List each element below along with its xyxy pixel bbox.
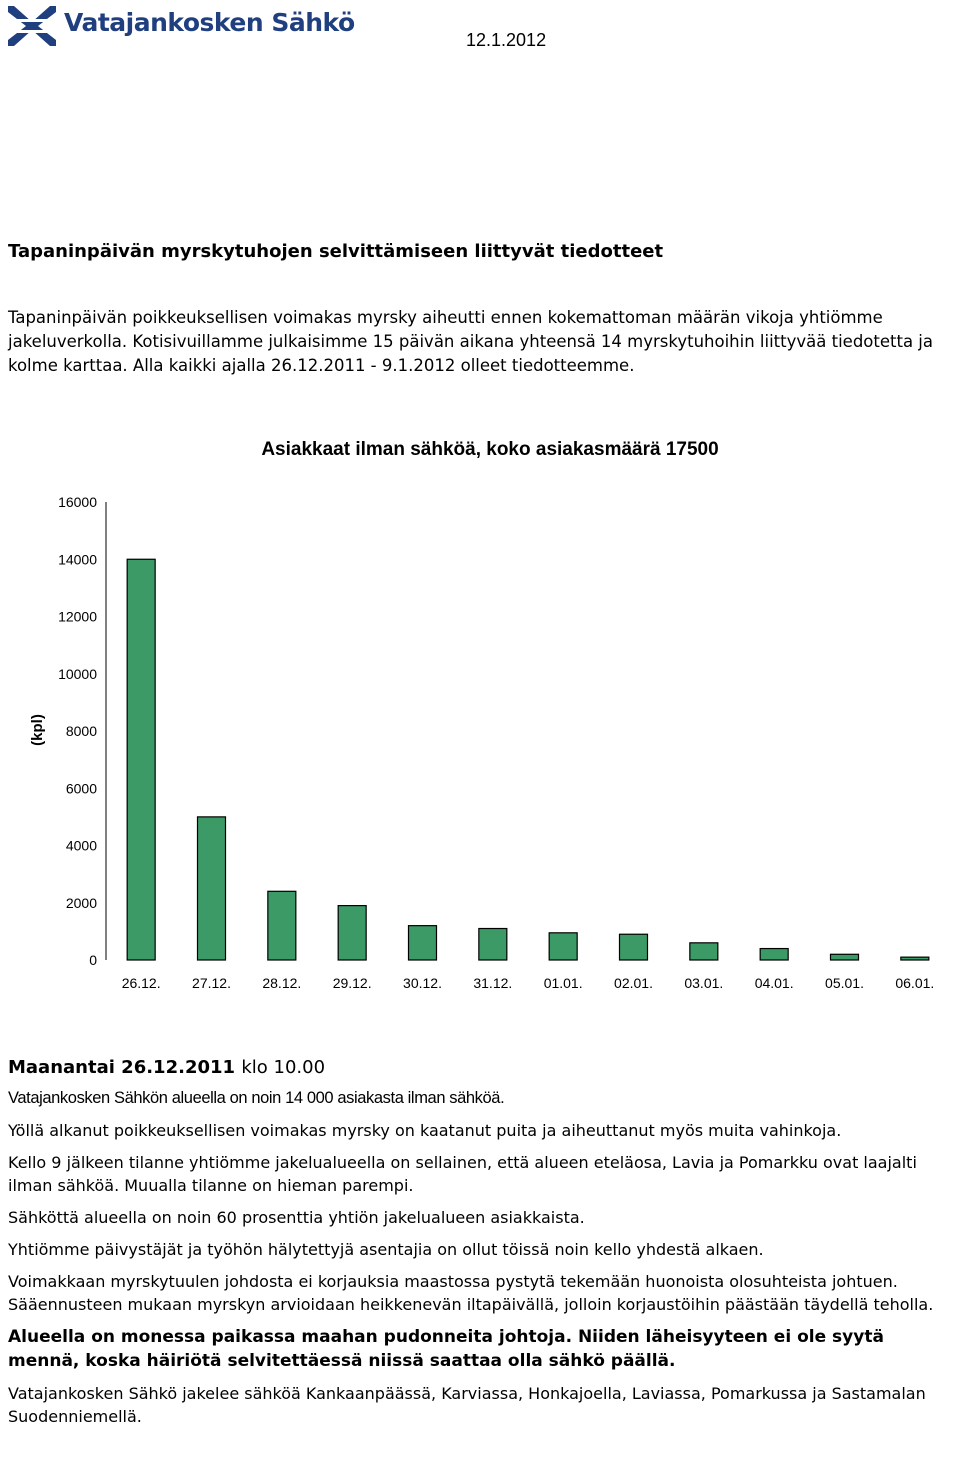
intro-text: Tapaninpäivän poikkeuksellisen voimakas myrsky aiheutti ennen kokemattoman määrän vikoja yhtiömme jakeluverkolla. Kotisivuillamme julkaisimme 15 päivän aikana yhteensä 14 myrskytuhoihin liittyvää tiedotetta ja kolme karttaa. Alla kaikki ajalla 26.12.2011 - 9.1.2012 olleet tiedotteemme.	[8, 308, 933, 375]
y-axis-label: (kpl)	[29, 714, 46, 746]
y-tick-label: 0	[89, 952, 97, 968]
page-title: Tapaninpäivän myrskytuhojen selvittämiseen liittyvät tiedotteet	[8, 241, 664, 262]
bulletin	[8, 1056, 953, 1437]
x-tick-label: 06.01.	[895, 975, 935, 991]
bar	[268, 891, 296, 960]
outage-bar-chart	[0, 420, 960, 1010]
bar	[338, 906, 366, 960]
bulletin-footer: Vatajankosken Sähkö jakelee sähköä Kankaanpäässä, Karviassa, Honkajoella, Laviassa, Pomarkussa ja Sastamalan Suodenniemellä.	[8, 1384, 926, 1426]
y-tick-label: 2000	[65, 894, 97, 911]
x-tick-label: 30.12.	[403, 975, 442, 991]
y-tick-label: 10000	[58, 665, 97, 682]
y-tick-label: 14000	[58, 551, 97, 568]
bar	[409, 926, 437, 960]
bulletin-paragraph: Yhtiömme päivystäjät ja työhön hälytettyjä asentajia on ollut töissä noin kello yhdestä alkaen.	[8, 1240, 764, 1259]
x-tick-label: 28.12.	[262, 975, 302, 991]
bulletin-paragraph: Yöllä alkanut poikkeuksellisen voimakas myrsky on kaatanut puita ja aiheuttanut myös muita vahinkoja.	[8, 1121, 842, 1140]
x-tick-label: 04.01.	[754, 975, 794, 991]
bulletin-paragraph: Voimakkaan myrskytuulen johdosta ei korjauksia maastossa pystytä tekemään huonoista olosuhteista johtuen. Sääennusteen mukaan myrskyn arvioidaan heikkenevän iltapäivällä, jolloin korjaustöihin päästään täydellä teholla.	[8, 1272, 934, 1314]
bulletin-paragraph: Kello 9 jälkeen tilanne yhtiömme jakelualueella on sellainen, että alueen eteläosa, Lavia ja Pomarkku ovat laajalti ilman sähköä. Muualla tilanne on hieman parempi.	[8, 1153, 917, 1195]
bulletin-warning: Alueella on monessa paikassa maahan pudonneita johtoja. Niiden läheisyyteen ei ole syytä mennä, koska häiriötä selvitettäessä niissä saattaa olla sähkö päällä.	[8, 1327, 884, 1371]
y-tick-label: 6000	[65, 780, 97, 797]
bulletin-time: klo 10.00	[241, 1057, 326, 1078]
y-tick-label: 4000	[65, 837, 97, 854]
x-tick-label: 29.12.	[332, 975, 372, 991]
bar	[479, 929, 507, 960]
bar	[549, 933, 577, 960]
chart-title: Asiakkaat ilman sähköä, koko asiakasmäärä 17500	[261, 439, 719, 460]
bar	[198, 817, 226, 960]
bar	[127, 559, 155, 960]
x-tick-label: 26.12.	[121, 975, 161, 991]
bulletin-date: Maanantai 26.12.2011	[8, 1057, 236, 1078]
bulletin-paragraph: Vatajankosken Sähkön alueella on noin 14 000 asiakasta ilman sähköä.	[8, 1089, 505, 1107]
bar	[690, 943, 718, 960]
x-tick-label: 02.01.	[614, 975, 653, 991]
x-tick-label: 31.12.	[473, 975, 513, 991]
bulletin-paragraph: Sähköttä alueella on noin 60 prosenttia yhtiön jakelualueen asiakkaista.	[8, 1208, 585, 1227]
logo-text: Vatajankosken Sähkö	[64, 8, 355, 37]
y-tick-label: 16000	[58, 494, 97, 510]
x-tick-label: 01.01.	[543, 975, 583, 991]
company-logo	[8, 2, 355, 50]
bar	[620, 934, 648, 960]
x-tick-label: 05.01.	[825, 975, 864, 991]
x-tick-label: 27.12.	[192, 975, 231, 991]
bulletin-heading	[8, 1056, 953, 1079]
logo-mark-icon	[8, 2, 56, 48]
y-tick-label: 8000	[65, 723, 97, 739]
x-tick-label: 03.01.	[684, 975, 724, 991]
document-date: 12.1.2012	[466, 30, 547, 50]
bar	[901, 957, 929, 960]
y-tick-label: 12000	[58, 608, 97, 625]
bar	[831, 954, 859, 960]
bar	[760, 949, 788, 960]
